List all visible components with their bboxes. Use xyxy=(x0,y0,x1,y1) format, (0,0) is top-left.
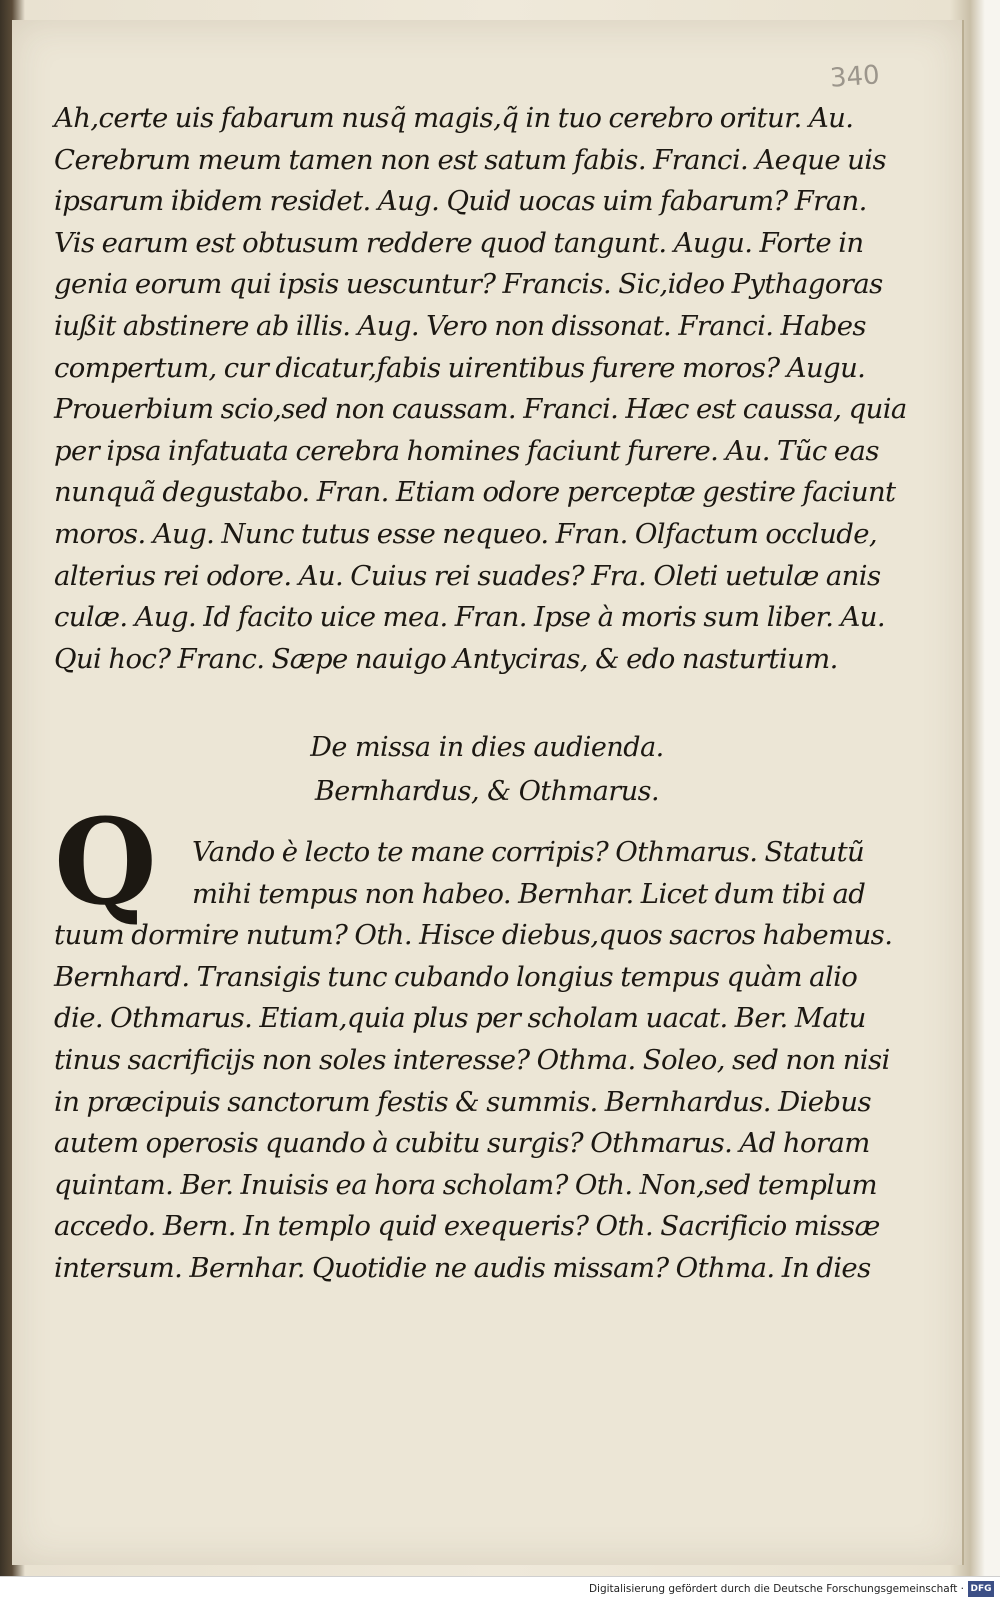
text-line: per ipsa infatuata cerebra homines faciunt furere. Au. Tũc eas xyxy=(54,434,879,467)
text-line: compertum, cur dicatur,fabis uirentibus furere moros? Augu. xyxy=(54,351,866,384)
text-line: genia eorum qui ipsis uescuntur? Francis. Sic,ideo Pythagoras xyxy=(54,268,883,301)
text-line: iußit abstinere ab illis. Aug. Vero non dissonat. Franci. Habes xyxy=(54,309,866,342)
dialogue-text-top xyxy=(54,98,907,680)
text-line: moros. Aug. Nunc tutus esse nequeo. Fran. Olfactum occlude, xyxy=(54,517,878,550)
text-line: accedo. Bern. In templo quid exequeris? Oth. Sacrificio missæ xyxy=(54,1210,880,1243)
section-speakers: Bernhardus, & Othmarus. xyxy=(314,776,660,807)
footer-bar xyxy=(0,1576,1000,1604)
text-line: Vando è lecto te mane corripis? Othmarus. Statutũ xyxy=(192,836,865,868)
text-line: quintam. Ber. Inuisis ea hora scholam? Oth. Non,sed templum xyxy=(54,1168,878,1201)
text-line: in præcipuis sanctorum festis & summis. Bernhardus. Diebus xyxy=(54,1085,872,1118)
text-line: Qui hoc? Franc. Sæpe nauigo Antyciras, & edo nasturtium. xyxy=(54,642,838,675)
text-line: die. Othmarus. Etiam,quia plus per scholam uacat. Ber. Matu xyxy=(54,1002,866,1035)
text-line: Ah,certe uis fabarum nusq̃ magis,q̃ in tuo cerebro oritur. Au. xyxy=(54,102,854,134)
text-line: nunquã degustabo. Fran. Etiam odore perceptæ gestire faciunt xyxy=(54,476,896,509)
text-line: Cerebrum meum tamen non est satum fabis. Franci. Aeque uis xyxy=(54,143,886,176)
page-number: 340 xyxy=(829,60,881,94)
footer-credit: Digitalisierung gefördert durch die Deutsche Forschungsgemeinschaft · xyxy=(588,1583,964,1595)
text-line: tuum dormire nutum? Oth. Hisce diebus,quos sacros habemus. xyxy=(54,919,893,952)
drop-cap: Q xyxy=(54,792,157,931)
book-page xyxy=(12,20,964,1565)
dialogue-text-bottom xyxy=(54,792,893,1290)
text-line: alterius rei odore. Au. Cuius rei suades? Fra. Oleti uetulæ anis xyxy=(54,559,881,592)
text-line: intersum. Bernhar. Quotidie ne audis missam? Othma. In dies xyxy=(54,1251,871,1284)
text-line: Prouerbium scio,sed non caussam. Franci. Hæc est caussa, quia xyxy=(54,393,907,426)
text-line: tinus sacrificijs non soles interesse? Othma. Soleo, sed non nisi xyxy=(54,1043,890,1076)
text-line: ipsarum ibidem residet. Aug. Quid uocas uim fabarum? Fran. xyxy=(54,185,867,218)
text-line: autem operosis quando à cubitu surgis? Othmarus. Ad horam xyxy=(54,1127,870,1160)
dfg-logo: DFG xyxy=(968,1581,994,1597)
text-line: Vis earum est obtusum reddere quod tangunt. Augu. Forte in xyxy=(54,226,864,259)
text-line: Bernhard. Transigis tunc cubando longius tempus quàm alio xyxy=(54,960,858,993)
text-line: culæ. Aug. Id facito uice mea. Fran. Ipse à moris sum liber. Au. xyxy=(54,601,885,634)
text-line: mihi tempus non habeo. Bernhar. Licet dum tibi ad xyxy=(192,877,866,910)
section-title: De missa in dies audienda. xyxy=(310,732,664,763)
